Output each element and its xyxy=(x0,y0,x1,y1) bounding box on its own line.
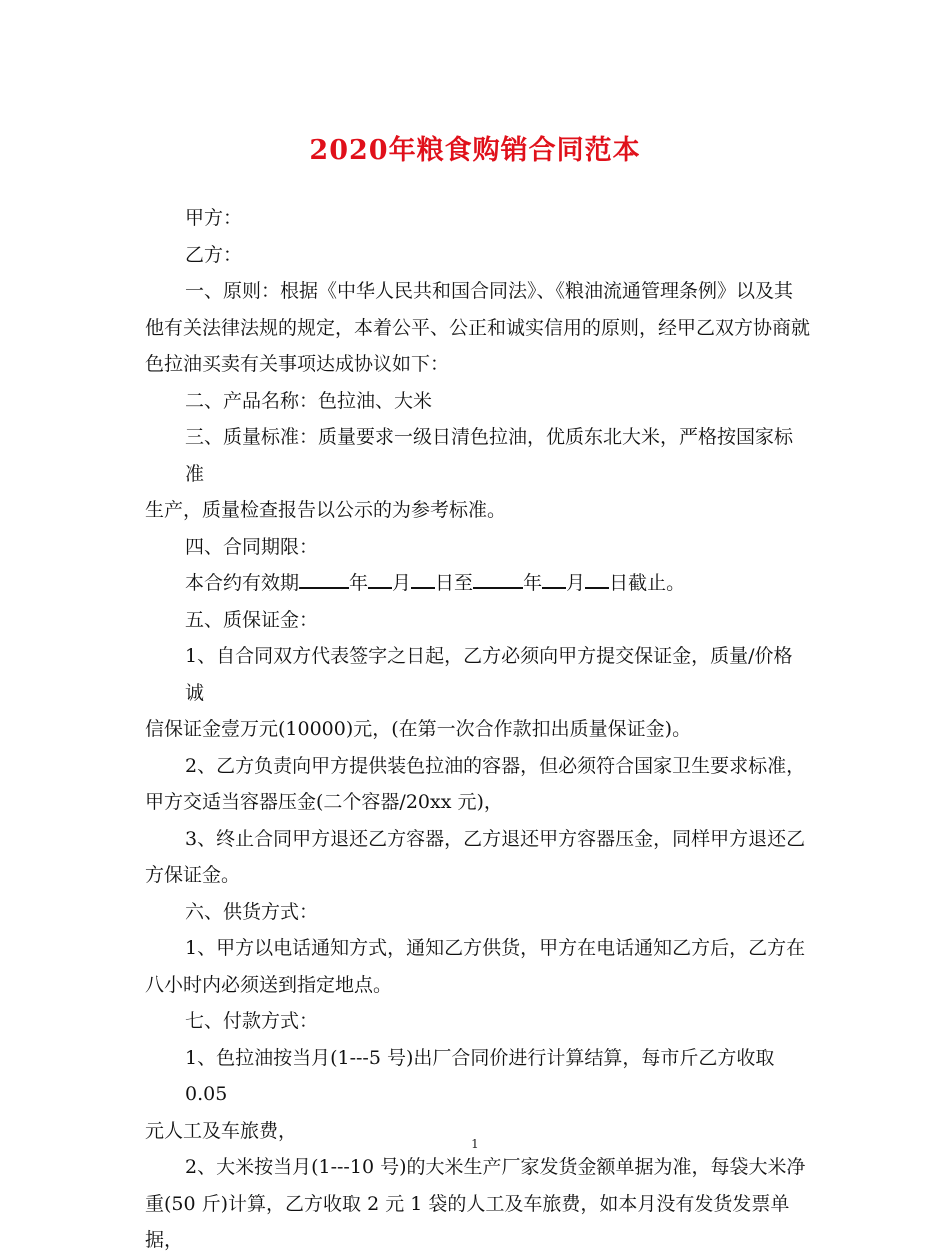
term-year-1: 年 xyxy=(349,572,369,594)
term-end: 日截止。 xyxy=(609,572,686,594)
blank-year-end xyxy=(473,565,523,589)
clause-1-line-2: 他有关法律法规的规定，本着公平、公正和诚实信用的原则，经甲乙双方协商就 xyxy=(145,316,811,339)
clause-3-line-1: 三、质量标准：质量要求一级日清色拉油，优质东北大米，严格按国家标准 xyxy=(185,426,794,485)
clause-6-heading: 六、供货方式： xyxy=(185,900,319,923)
party-b-line: 乙方： xyxy=(185,243,243,266)
clause-5-2-line-2: 甲方交适当容器压金(二个容器/20xx 元)， xyxy=(145,791,503,813)
party-a-line: 甲方： xyxy=(185,207,243,229)
term-month-1: 月 xyxy=(392,572,412,594)
blank-month-start xyxy=(368,565,392,589)
clause-7-2-line-2: 重(50 斤)计算，乙方收取 2 元 1 袋的人工及车旅费，如本月没有发货发票单据， xyxy=(145,1192,790,1251)
clause-3-line-2: 生产，质量检查报告以公示的为参考标准。 xyxy=(145,499,507,521)
document-body xyxy=(145,200,810,1259)
clause-5-heading: 五、质保证金： xyxy=(185,608,319,631)
clause-5-3-line-2: 方保证金。 xyxy=(145,864,241,886)
blank-day-start xyxy=(411,565,435,589)
clause-5-2-line-1: 2、乙方负责向甲方提供装色拉油的容器，但必须符合国家卫生要求标准， xyxy=(185,754,806,777)
clause-1-line-1: 一、原则：根据《中华人民共和国合同法》、《粮油流通管理条例》以及其 xyxy=(185,280,794,302)
clause-2: 二、产品名称：色拉油、大米 xyxy=(185,389,433,412)
clause-1-line-3: 色拉油买卖有关事项达成协议如下： xyxy=(145,353,450,375)
contract-term-line xyxy=(145,565,810,602)
blank-year-start xyxy=(299,565,349,589)
term-month-2: 月 xyxy=(566,572,586,594)
clause-6-1-line-2: 八小时内必须送到指定地点。 xyxy=(145,973,393,996)
clause-4-heading: 四、合同期限： xyxy=(185,535,319,558)
term-prefix: 本合约有效期 xyxy=(185,572,300,594)
clause-5-1-line-2: 信保证金壹万元(10000)元，(在第一次合作款扣出质量保证金)。 xyxy=(145,718,692,740)
clause-7-2-line-1: 2、大米按当月(1---10 号)的大米生产厂家发货金额单据为准，每袋大米净 xyxy=(185,1156,806,1178)
clause-5-1-line-1: 1、自合同双方代表签字之日起，乙方必须向甲方提交保证金，质量/价格诚 xyxy=(185,645,793,704)
clause-6-1-line-1: 1、甲方以电话通知方式，通知乙方供货，甲方在电话通知乙方后，乙方在 xyxy=(185,937,806,959)
document-title: 2020年粮食购销合同范本 xyxy=(309,135,641,166)
blank-month-end xyxy=(542,565,566,589)
clause-7-1-line-2: 元人工及车旅费， xyxy=(145,1119,298,1142)
blank-day-end xyxy=(585,565,609,589)
page-number: 1 xyxy=(471,1137,479,1151)
clause-7-1-line-1: 1、色拉油按当月(1---5 号)出厂合同价进行计算结算，每市斤乙方收取 0.05 xyxy=(185,1046,781,1105)
term-day-to: 日至 xyxy=(435,572,474,594)
term-year-2: 年 xyxy=(523,572,543,594)
clause-7-heading: 七、付款方式： xyxy=(185,1010,319,1032)
clause-5-3-line-1: 3、终止合同甲方退还乙方容器，乙方退还甲方容器压金，同样甲方退还乙 xyxy=(185,827,806,850)
